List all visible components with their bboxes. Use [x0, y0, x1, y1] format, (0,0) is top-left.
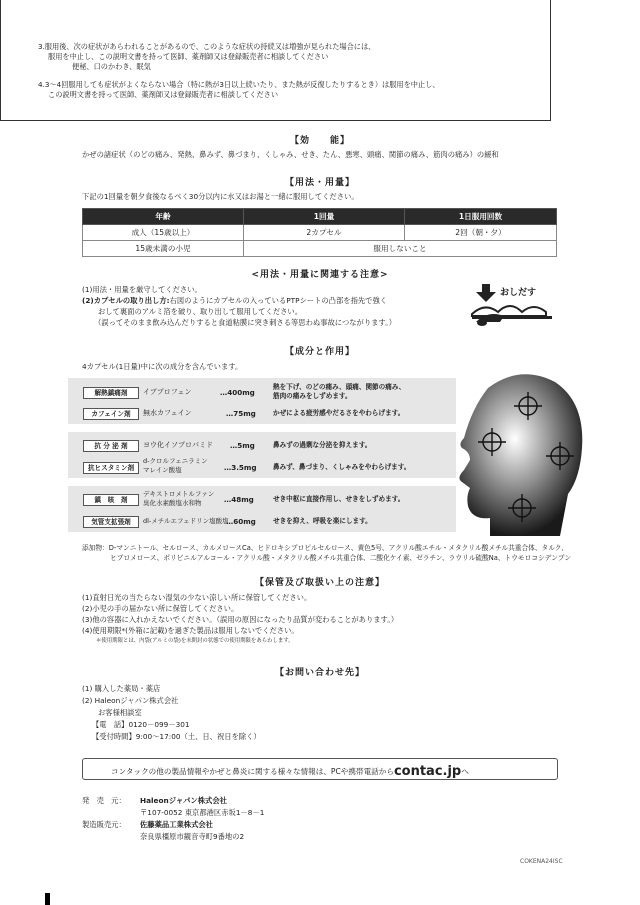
- contact-3: お客様相談室: [98, 708, 142, 717]
- crop-mark: [45, 893, 50, 905]
- dosage-intro: 下記の1回量を朝夕食後なるべく30分以内に水又はお湯と一緒に服用してください。: [82, 192, 359, 201]
- ingredients-intro: 4カプセル(1日量)中に次の成分を含んでいます。: [82, 362, 243, 371]
- oshidasu-label: おしだす: [500, 288, 537, 298]
- table-cell: 2回（朝・夕）: [405, 225, 557, 241]
- seller-label: 発 売 元：: [82, 796, 126, 805]
- storage-3: (3)他の容器に入れかえないでください。（誤用の原因になったり品質が変わることがあります。）: [82, 615, 399, 624]
- ingredient-group-cough: [68, 486, 456, 532]
- warning-3-line2: 服用を中止し、この説明文書を持って医師、薬剤師又は登録販売者に相談してください: [48, 52, 329, 61]
- ingredient-amount: …400mg: [220, 388, 255, 397]
- manufacturer-name: 佐藤薬品工業株式会社: [140, 820, 213, 829]
- ingredient-name: 無水カフェイン: [143, 409, 192, 417]
- ingredient-amount: …3.5mg: [224, 463, 257, 472]
- warning-3-line1: 3.服用後、次の症状があらわれることがあるので、このような症状の持続又は増強が見られた場合には、: [38, 42, 376, 51]
- manufacturer-address: 奈良県橿原市観音寺町9番地の2: [140, 832, 245, 841]
- ingredient-effect: 鼻みず、鼻づまり、くしゃみをやわらげます。: [273, 463, 411, 471]
- table-row: [83, 225, 557, 241]
- dosage-table: [82, 208, 557, 257]
- note-2: [82, 296, 387, 305]
- ingredient-tag: 気管支拡張剤: [83, 516, 139, 528]
- table-row: [83, 241, 557, 257]
- contact-phone: 【電 話】0120－099－301: [92, 720, 190, 729]
- ingredient-name: デキストロメトルファン: [143, 490, 215, 498]
- contact-title: 【お問い合わせ先】: [274, 668, 365, 678]
- ingredient-group-nasal: [68, 432, 456, 478]
- contact-1: (1) 購入した薬局・薬店: [82, 684, 161, 693]
- ingredient-tag: 解熱鎮痛剤: [83, 387, 139, 399]
- ingredient-amount: …75mg: [226, 409, 256, 418]
- press-out-illustration: [470, 282, 560, 327]
- contact-hours: 【受付時間】9:00～17:00（土、日、祝日を除く）: [92, 732, 261, 741]
- warning-box: [0, 0, 551, 121]
- ingredient-tag: 抗 分 泌 剤: [83, 440, 139, 452]
- ingredient-effect: かぜによる疲労感やだるさをやわらげます。: [273, 409, 405, 417]
- ingredient-name: ヨウ化イソプロパミド: [143, 441, 213, 449]
- note-2-warning: （誤ってそのまま飲み込んだりすると食道粘膜に突き刺さる等思わぬ事故につながります。）: [94, 318, 397, 327]
- note-2-text: 右図のようにカプセルの入っているPTPシートの凸部を指先で強く: [169, 296, 388, 305]
- table-cell: 15歳未満の小児: [83, 241, 244, 257]
- table-cell: 2カプセル: [244, 225, 405, 241]
- table-header-dose: 1回量: [244, 209, 405, 225]
- notes-title: <用法・用量に関連する注意>: [251, 270, 389, 280]
- manufacturer-label: 製造販売元：: [82, 820, 126, 829]
- contact-2: (2) Haleonジャパン株式会社: [82, 696, 179, 705]
- ingredient-amount: …48mg: [224, 495, 254, 504]
- ingredient-group-fever: [68, 378, 456, 424]
- storage-title: 【保管及び取扱い上の注意】: [254, 578, 385, 588]
- storage-note: ＊使用期限とは、内袋(アルミの袋)を未開封の状態での使用期限をあらわします。: [96, 638, 294, 644]
- ingredient-name: イブプロフェン: [143, 388, 192, 396]
- ingredient-amount: …60mg: [226, 517, 256, 526]
- ingredient-tag: 抗ヒスタミン剤: [83, 462, 139, 474]
- ingredient-name: マレイン酸塩: [143, 466, 182, 474]
- web-suffix: へ: [461, 767, 469, 776]
- ingredient-effect: せきを抑え、呼吸を楽にします。: [273, 517, 372, 525]
- warning-4-line2: この説明文書を持って医師、薬剤師又は登録販売者に相談してください: [48, 90, 279, 99]
- table-cell: 服用しないこと: [244, 241, 557, 257]
- warning-3-line3: 便秘、口のかわき、眠気: [72, 62, 151, 71]
- additives-line2: ヒプロメロース、ポリビニルアルコール・アクリル酸・メタクリル酸メチル共重合体、二酸化ケイ素、ゼラチン、ラウリル硫酸Na、トウモロコシデンプン: [110, 554, 572, 562]
- web-info-box: [82, 758, 558, 780]
- efficacy-title: 【効 能】: [289, 136, 350, 146]
- table-header-times: 1日服用回数: [405, 209, 557, 225]
- dosage-title: 【用法・用量】: [284, 178, 355, 188]
- ingredients-title: 【成分と作用】: [284, 347, 355, 357]
- document-code: COKENA24ISC: [520, 858, 563, 865]
- efficacy-text: かぜの諸症状（のどの痛み、発熱、鼻みず、鼻づまり、くしゃみ、せき、たん、悪寒、頭痛、関節の痛み、筋肉の痛み）の緩和: [82, 150, 499, 159]
- seller-address: 〒107-0052 東京都港区赤坂1－8－1: [140, 808, 265, 817]
- storage-4: (4)使用期限*(外箱に記載)を過ぎた製品は服用しないでください。: [82, 626, 299, 635]
- ingredient-name: dl-メチルエフェドリン塩酸塩: [143, 517, 229, 525]
- storage-1: (1)直射日光の当たらない湿気の少ない涼しい所に保管してください。: [82, 593, 312, 602]
- ingredient-name: d-クロルフェニラミン: [143, 457, 208, 465]
- ingredient-name: 臭化水素酸塩水和物: [143, 499, 202, 507]
- table-cell: 成人（15歳以上）: [83, 225, 244, 241]
- ingredient-amount: …5mg: [230, 441, 255, 450]
- additives-line1: 添加物：D-マンニトール、セルロース、カルメロースCa、ヒドロキシプロピルセルロース、黄色5号、アクリル酸エチル・メタクリル酸メチル共重合体、タルク、: [82, 544, 568, 552]
- storage-2: (2)小児の手の届かない所に保管してください。: [82, 604, 239, 613]
- ingredient-effect: 筋肉の痛みをしずめます。: [273, 392, 352, 400]
- web-url-link[interactable]: contac.jp: [393, 764, 462, 779]
- note-1: (1)用法・用量を厳守してください。: [82, 285, 202, 294]
- web-info-text: [111, 764, 469, 781]
- web-text: コンタックの他の製品情報やかぜと鼻炎に関する様々な情報は、PCや携帯電話から: [111, 767, 394, 776]
- note-2-cont: おして裏面のアルミ箔を破り、取り出して服用してください。: [98, 307, 303, 316]
- ingredient-effect: 鼻みずの過剰な分泌を抑えます。: [273, 441, 372, 449]
- ingredient-effect: 熱を下げ、のどの痛み、頭痛、関節の痛み、: [273, 383, 406, 391]
- ingredient-tag: 鎮 咳 剤: [83, 494, 139, 506]
- warning-4-line1: 4.3～4回服用しても症状がよくならない場合（特に熱が3日以上続いたり、また熱が反復したりするとき）は服用を中止し、: [38, 80, 440, 89]
- seller-name: Haleonジャパン株式会社: [140, 796, 227, 805]
- ingredient-effect: せき中枢に直接作用し、せきをしずめます。: [273, 495, 405, 503]
- table-header-age: 年齢: [83, 209, 244, 225]
- note-2-heading: (2)カプセルの取り出し方:: [82, 296, 170, 305]
- ingredient-tag: カフェイン剤: [83, 408, 139, 420]
